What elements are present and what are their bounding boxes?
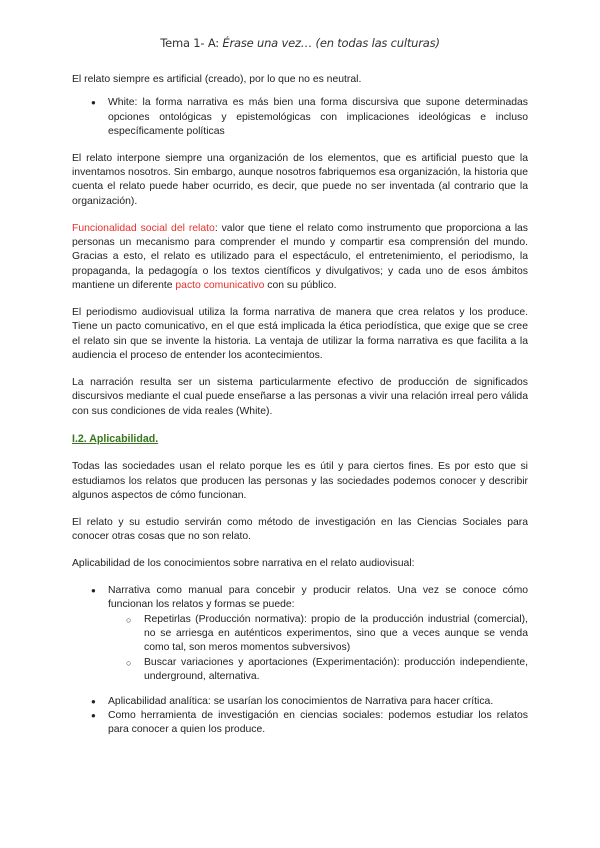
paragraph-8: Aplicabilidad de los conocimientos sobre narrativa en el relato audiovisual: [72,557,415,569]
paragraph-3 [72,222,528,294]
list-item-text: White: la forma narrativa es más bien una forma discursiva que supone determinadas opciones ontológicas y epistemológicas con implicaciones ideológicas e incluso específicamente políticas [108,97,528,138]
header-prefix: Tema 1- A: [160,36,223,50]
list-item-text: Aplicabilidad analítica: se usarían los conocimientos de Narrativa para hacer crítica. [108,695,494,707]
header-title: Érase una vez… (en todas las culturas) [222,36,440,50]
highlight-functionalidad: Funcionalidad social del relato [72,222,215,234]
sub-bullet-icon: ○ [126,657,132,668]
sub-list-item-text: Buscar variaciones y aportaciones (Experimentación): producción independiente, underground, alternativa. [144,656,528,683]
paragraph-3-part2: con su público. [264,280,337,292]
highlight-pacto: pacto comunicativo [175,280,265,292]
sub-list-item-text: Repetirlas (Producción normativa): propio de la producción industrial (comercial), no se arriesga en auténticos experimentos, sino que a veces aunque se venda como tal, son meros momentos subversivos) [144,613,528,654]
bullet-list-aplicabilidad [72,584,528,738]
page-header [0,36,600,50]
bullet-icon: ● [91,696,96,706]
document-body [72,73,528,750]
list-item [72,695,528,709]
list-item [72,96,528,139]
sub-list-item [108,656,528,685]
section-heading: I.2. Aplicabilidad. [72,432,159,445]
bullet-icon: ● [91,710,96,720]
list-item-text: Como herramienta de investigación en ciencias sociales: podemos estudiar los relatos para conocer a quien los produce. [108,709,528,736]
paragraph-2: El relato interpone siempre una organización de los elementos, que es artificial puesto que la inventamos nosotros. Sin embargo, aunque nosotros fabriquemos esa organización, la historia que cuenta el relato puede haber ocurrido, es decir, que puede no ser inventada (al contrario que la organización). [72,152,528,207]
paragraph-7: El relato y su estudio servirán como método de investigación en las Ciencias Sociales para conocer otras cosas que no son relato. [72,516,528,543]
sub-list-item [108,613,528,656]
paragraph-4: El periodismo audiovisual utiliza la forma narrativa de manera que crea relatos y los produce. Tiene un pacto comunicativo, en el que está implicada la ética periodística, que exige que se cree el relato sin que se invente la historia. La ventaja de utilizar la forma narrativa es que facilita a la audiencia el proceso de entender los acontecimientos. [72,307,528,362]
sub-bullet-icon: ○ [126,614,132,625]
bullet-icon: ● [91,98,96,108]
list-item-text: Narrativa como manual para concebir y producir relatos. Una vez se conoce cómo funcionan los relatos y formas se puede: [108,584,528,611]
paragraph-1: El relato siempre es artificial (creado), por lo que no es neutral. [72,74,362,85]
paragraph-3-part1: : valor que tiene el relato como instrumento que proporciona a las personas un mecanismo para comprender el mundo y compartir esa comprensión del mundo. Gracias a esto, el relato es utilizado para el espectáculo, el entretenimiento, el periodismo, la propaganda, la pedagogía o los textos científicos y divulgativos; y cada uno de esos ámbitos mantiene un diferente [72,222,528,292]
bullet-icon: ● [91,585,96,595]
list-item [72,709,528,738]
paragraph-5: La narración resulta ser un sistema particularmente efectivo de producción de significados discursivos mediante el cual puede enseñarse a las personas a vivir una relación irreal pero válida con sus condiciones de vida reales (White). [72,377,528,417]
bullet-list-white [72,96,528,139]
sub-list [108,613,528,685]
paragraph-6: Todas las sociedades usan el relato porque les es útil y para ciertos fines. Es por esto que si estudiamos los relatos que producen las personas y las sociedades podemos conocer y describir algunos aspectos de cómo funcionan. [72,461,528,501]
list-item [72,584,528,695]
